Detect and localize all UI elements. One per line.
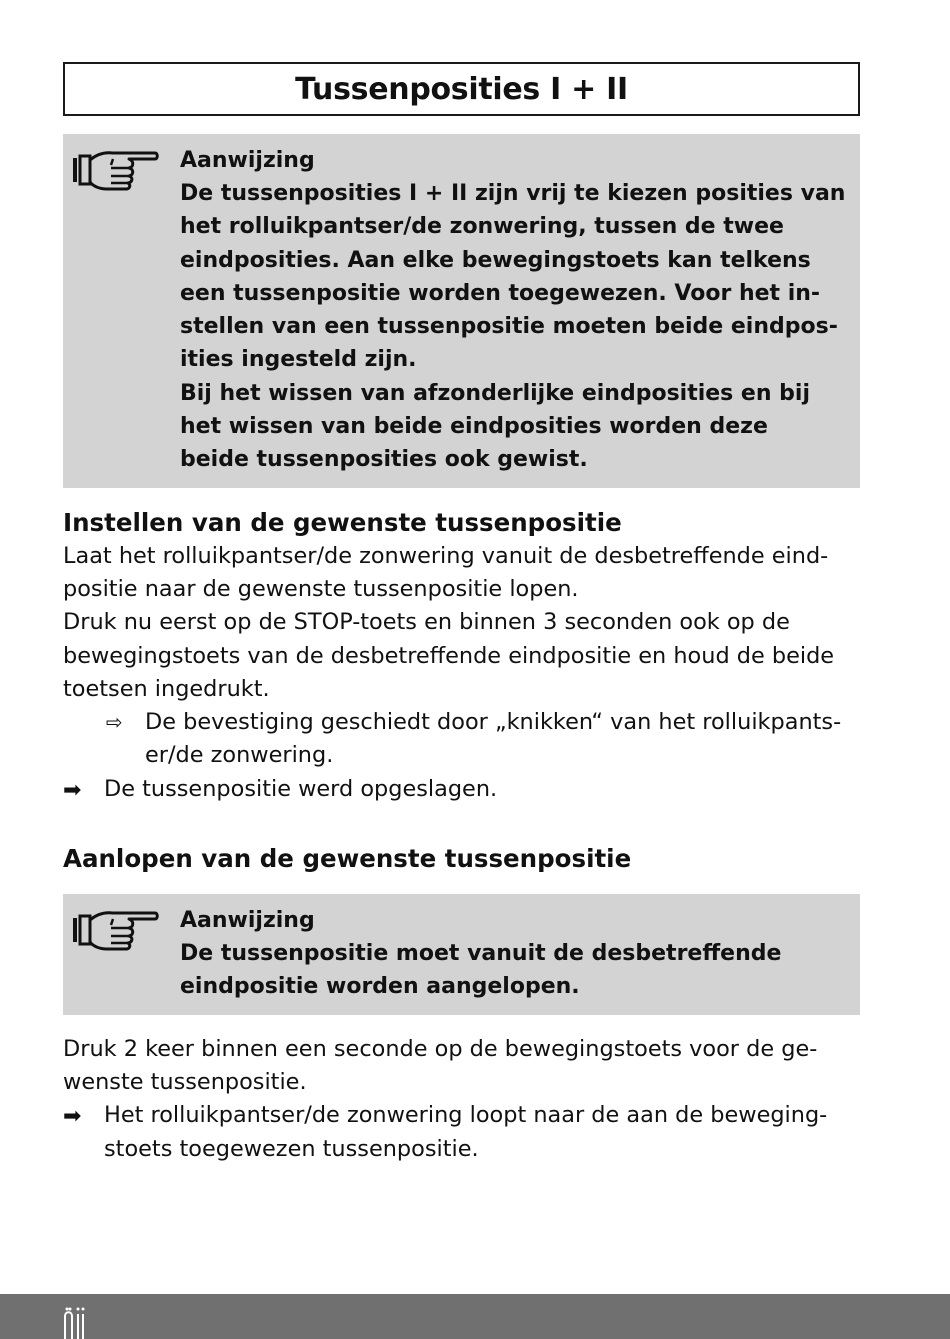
note-box-1 [63, 134, 860, 488]
note-heading: Aanwijzing [180, 908, 315, 934]
note-line: stellen van een tussenpositie moeten beide eindpos- [180, 314, 838, 340]
note-box-2 [63, 894, 860, 1015]
page-content [63, 62, 860, 1166]
note-text [180, 937, 846, 1004]
body-line: Laat het rolluikpantser/de zonwering vanuit de desbetreffende eind- [63, 542, 829, 569]
page-title [63, 62, 860, 116]
result-line: stoets toegewezen tussenpositie. [104, 1135, 479, 1162]
note-line: De tussenposities I + II zijn vrij te kiezen posities van [180, 181, 846, 206]
solid-arrow-icon: ➡ [63, 777, 82, 803]
result-item [63, 1099, 860, 1166]
note-text [180, 177, 846, 477]
note-line: eindposities. Aan elke bewegingstoets kan telkens [180, 247, 811, 273]
body-line: positie naar de gewenste tussenpositie lopen. [63, 575, 579, 602]
body-paragraph [63, 1033, 860, 1100]
note-line: beide tussenposities ook gewist. [180, 447, 588, 473]
outline-arrow-icon: ⇨ [106, 710, 123, 735]
sub-result-item [63, 706, 860, 773]
pointing-hand-icon [71, 146, 159, 192]
note-line: het wissen van beide eindposities worden deze [180, 414, 768, 440]
pointing-hand-icon [71, 906, 159, 952]
note-line: het rolluikpantser/de zonwering, tussen de twee [180, 214, 784, 240]
note-line: De tussenpositie moet vanuit de desbetreffende [180, 941, 782, 967]
result-item [63, 773, 860, 806]
section-heading-aanlopen: Aanlopen van de gewenste tussenpositie [63, 844, 632, 874]
dutch-language-icon [62, 1306, 92, 1339]
note-line: een tussenpositie worden toegewezen. Voor het in- [180, 280, 821, 306]
page-title-text: Tussenposities I + II [295, 71, 628, 107]
result-line: De tussenpositie werd opgeslagen. [104, 775, 498, 802]
result-line: Het rolluikpantser/de zonwering loopt naar de aan de beweging- [104, 1102, 828, 1129]
sub-result-line: er/de zonwering. [145, 742, 334, 769]
body-line: Druk nu eerst op de STOP-toets en binnen 3 seconden ook op de [63, 609, 790, 636]
footer-bar [0, 1294, 950, 1339]
note-line: eindpositie worden aangelopen. [180, 974, 580, 1000]
section-heading-instellen: Instellen van de gewenste tussenpositie [63, 507, 622, 537]
note-line: Bij het wissen van afzonderlijke eindposities en bij [180, 380, 811, 406]
body-line: wenste tussenpositie. [63, 1068, 307, 1095]
body-line: bewegingstoets van de desbetreffende eindpositie en houd de beide [63, 642, 835, 669]
note-line: ities ingesteld zijn. [180, 347, 417, 373]
sub-result-line: De bevestiging geschiedt door „knikken“ van het rolluikpants- [145, 709, 842, 736]
solid-arrow-icon: ➡ [63, 1104, 82, 1130]
body-line: Druk 2 keer binnen een seconde op de bewegingstoets voor de ge- [63, 1035, 818, 1062]
body-line: toetsen ingedrukt. [63, 675, 270, 702]
note-heading: Aanwijzing [180, 148, 315, 173]
